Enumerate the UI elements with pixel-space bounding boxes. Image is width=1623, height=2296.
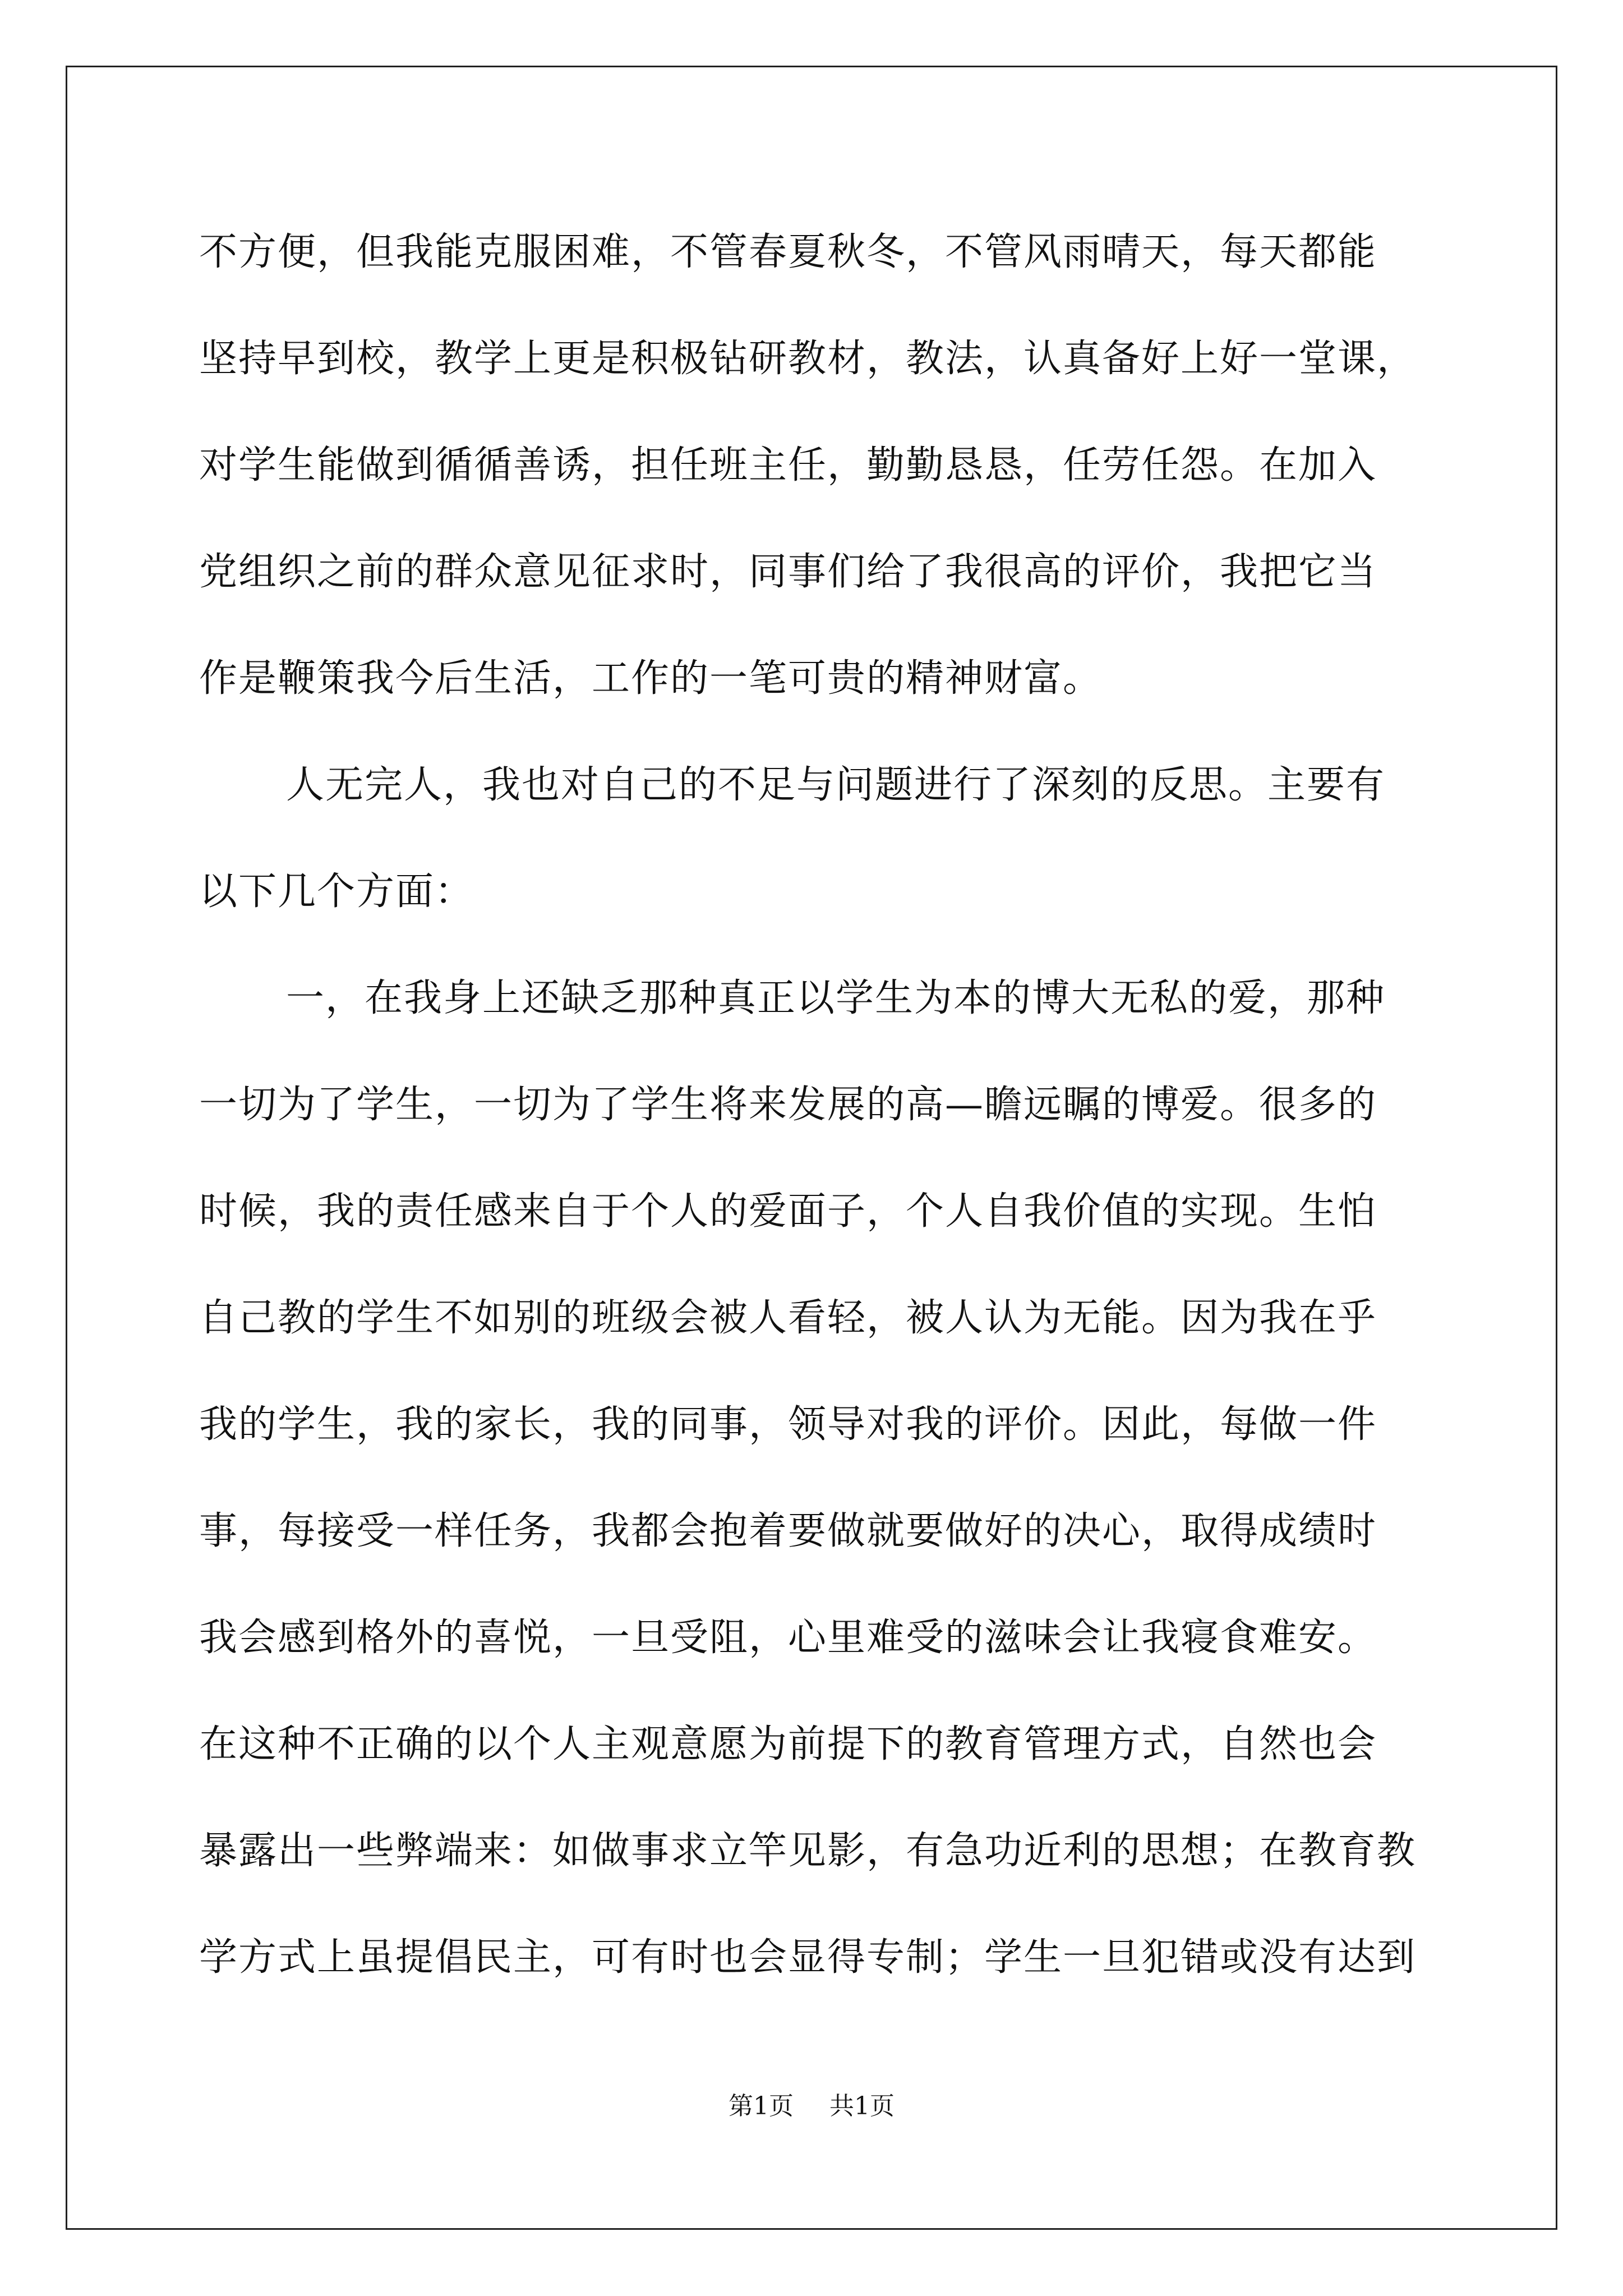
document-body — [199, 216, 1433, 2028]
text-line: 我会感到格外的喜悦，一旦受阻，心里难受的滋味会让我寝食难安。 — [199, 1616, 1377, 1660]
text-line: 自己教的学生不如别的班级会被人看轻，被人认为无能。因为我在乎 — [199, 1296, 1377, 1340]
text-line: 人无完人，我也对自己的不足与问题进行了深刻的反思。主要有 — [286, 763, 1386, 807]
text-line: 在这种不正确的以个人主观意愿为前提下的教育管理方式，自然也会 — [199, 1722, 1377, 1766]
text-line: 作是鞭策我今后生活，工作的一笔可贵的精神财富。 — [199, 656, 1103, 701]
text-line: 以下几个方面： — [199, 869, 474, 914]
text-line: 我的学生，我的家长，我的同事，领导对我的评价。因此，每做一件 — [199, 1402, 1377, 1447]
page-footer — [0, 2090, 1623, 2123]
page-total: 共1页 — [829, 2092, 895, 2120]
text-line: 暴露出一些弊端来：如做事求立竿见影，有急功近利的思想；在教育教 — [199, 1829, 1417, 1873]
page-number: 第1页 — [728, 2092, 794, 2120]
text-line: 一切为了学生，一切为了学生将来发展的高—瞻远瞩的博爱。很多的 — [199, 1083, 1377, 1127]
text-line: 不方便，但我能克服困难，不管春夏秋冬，不管风雨晴天，每天都能 — [199, 230, 1377, 274]
text-line: 事，每接受一样任务，我都会抱着要做就要做好的决心，取得成绩时 — [199, 1509, 1377, 1553]
text-line: 坚持早到校，教学上更是积极钻研教材，教法，认真备好上好一堂课， — [199, 337, 1417, 381]
text-line: 党组织之前的群众意见征求时，同事们给了我很高的评价，我把它当 — [199, 550, 1377, 594]
text-line: 时候，我的责任感来自于个人的爱面子，个人自我价值的实现。生怕 — [199, 1189, 1377, 1234]
text-line: 一，在我身上还缺乏那种真正以学生为本的博大无私的爱，那种 — [286, 976, 1386, 1020]
text-line: 对学生能做到循循善诱，担任班主任，勤勤恳恳，任劳任怨。在加入 — [199, 443, 1377, 487]
text-line: 学方式上虽提倡民主，可有时也会显得专制；学生一旦犯错或没有达到 — [199, 1935, 1417, 1980]
